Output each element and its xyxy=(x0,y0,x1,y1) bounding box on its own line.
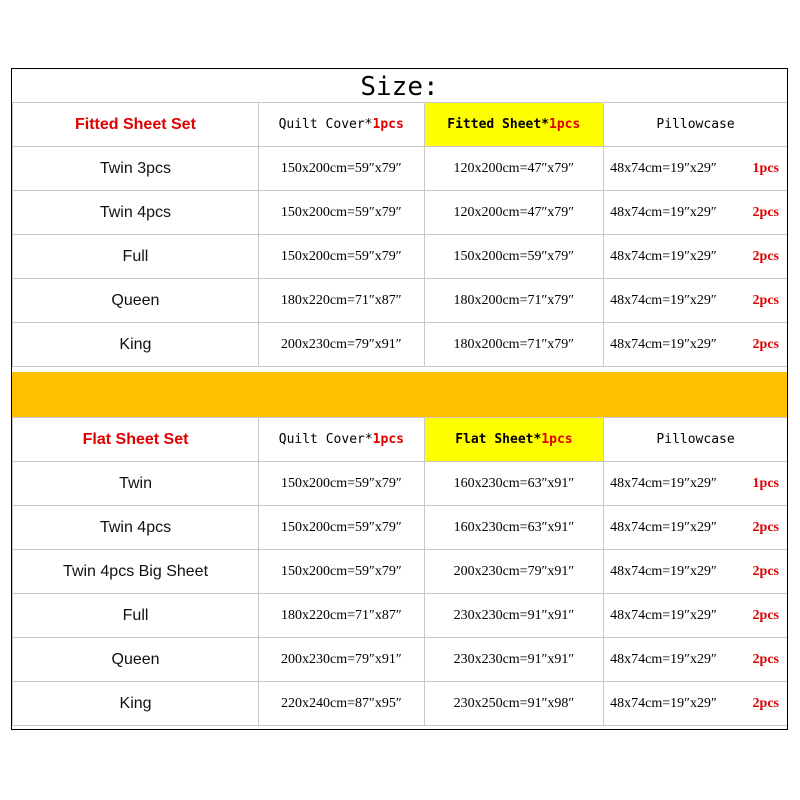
pillowcase-cell xyxy=(604,682,787,726)
quilt-cover-label: Quilt Cover* xyxy=(278,432,373,447)
fitted-sheet-label: Fitted Sheet* xyxy=(447,117,550,132)
size-name: Full xyxy=(13,594,259,638)
size-row xyxy=(13,550,788,594)
pillowcase-size: 48x74cm=19″x29″ xyxy=(610,336,717,352)
size-row xyxy=(13,638,788,682)
quilt-cover-size: 150x200cm=59″x79″ xyxy=(258,235,424,279)
pillowcase-qty: 2pcs xyxy=(752,519,779,535)
pillowcase-size: 48x74cm=19″x29″ xyxy=(610,475,717,491)
size-name: Twin xyxy=(13,462,259,506)
quilt-cover-qty: 1pcs xyxy=(372,117,404,132)
pillowcase-qty: 2pcs xyxy=(752,248,779,264)
size-row xyxy=(13,235,788,279)
size-row xyxy=(13,594,788,638)
section-divider xyxy=(12,372,787,417)
pillowcase-cell xyxy=(604,191,787,235)
size-name: Twin 3pcs xyxy=(13,147,259,191)
fitted-sheet-qty: 1pcs xyxy=(549,117,581,132)
pillowcase-qty: 2pcs xyxy=(752,607,779,623)
pillowcase-size: 48x74cm=19″x29″ xyxy=(610,563,717,579)
size-name: King xyxy=(13,682,259,726)
pillowcase-qty: 1pcs xyxy=(752,160,779,176)
pillowcase-cell xyxy=(604,279,787,323)
sheet-size: 180x200cm=71″x79″ xyxy=(424,323,604,367)
sheet-size: 230x230cm=91″x91″ xyxy=(424,594,603,638)
sheet-size: 150x200cm=59″x79″ xyxy=(424,235,604,279)
size-name: Full xyxy=(13,235,259,279)
size-row xyxy=(13,323,788,367)
pillowcase-qty: 2pcs xyxy=(752,204,779,220)
quilt-cover-size: 200x230cm=79″x91″ xyxy=(259,638,425,682)
size-row xyxy=(13,506,788,550)
pillowcase-size: 48x74cm=19″x29″ xyxy=(610,248,717,264)
size-row xyxy=(13,147,788,191)
pillowcase-size: 48x74cm=19″x29″ xyxy=(610,519,717,535)
size-name: King xyxy=(13,323,259,367)
flat-sheet-header xyxy=(424,418,603,462)
pillowcase-size: 48x74cm=19″x29″ xyxy=(610,292,717,308)
size-name: Queen xyxy=(13,279,259,323)
quilt-cover-size: 180x220cm=71″x87″ xyxy=(259,594,425,638)
fitted-header-row xyxy=(13,103,788,147)
pillowcase-header: Pillowcase xyxy=(604,418,787,462)
pillowcase-cell xyxy=(604,235,787,279)
fitted-sheet-table xyxy=(12,102,787,367)
sheet-size: 160x230cm=63″x91″ xyxy=(424,462,603,506)
chart-title: Size: xyxy=(360,72,439,102)
pillowcase-qty: 2pcs xyxy=(752,336,779,352)
quilt-cover-header xyxy=(258,103,424,147)
size-row xyxy=(13,462,788,506)
flat-set-label: Flat Sheet Set xyxy=(13,418,259,462)
quilt-cover-size: 150x200cm=59″x79″ xyxy=(258,191,424,235)
size-row xyxy=(13,682,788,726)
pillowcase-cell xyxy=(604,147,787,191)
fitted-set-label: Fitted Sheet Set xyxy=(13,103,259,147)
pillowcase-cell xyxy=(604,323,787,367)
pillowcase-qty: 2pcs xyxy=(752,563,779,579)
pillowcase-size: 48x74cm=19″x29″ xyxy=(610,651,717,667)
fitted-sheet-header xyxy=(424,103,604,147)
quilt-cover-size: 200x230cm=79″x91″ xyxy=(258,323,424,367)
pillowcase-header: Pillowcase xyxy=(604,103,787,147)
size-name: Twin 4pcs xyxy=(13,506,259,550)
flat-sheet-qty: 1pcs xyxy=(541,432,573,447)
sheet-size: 120x200cm=47″x79″ xyxy=(424,191,604,235)
sheet-size: 200x230cm=79″x91″ xyxy=(424,550,603,594)
pillowcase-qty: 2pcs xyxy=(752,292,779,308)
quilt-cover-size: 150x200cm=59″x79″ xyxy=(259,550,425,594)
quilt-cover-size: 150x200cm=59″x79″ xyxy=(259,506,425,550)
sheet-size: 230x250cm=91″x98″ xyxy=(424,682,603,726)
pillowcase-size: 48x74cm=19″x29″ xyxy=(610,160,717,176)
pillowcase-cell xyxy=(604,462,787,506)
quilt-cover-size: 220x240cm=87″x95″ xyxy=(259,682,425,726)
pillowcase-size: 48x74cm=19″x29″ xyxy=(610,204,717,220)
sheet-size: 180x200cm=71″x79″ xyxy=(424,279,604,323)
pillowcase-cell xyxy=(604,594,787,638)
pillowcase-size: 48x74cm=19″x29″ xyxy=(610,695,717,711)
sheet-size: 230x230cm=91″x91″ xyxy=(424,638,603,682)
quilt-cover-label: Quilt Cover* xyxy=(278,117,373,132)
size-name: Twin 4pcs xyxy=(13,191,259,235)
quilt-cover-qty: 1pcs xyxy=(372,432,404,447)
pillowcase-qty: 2pcs xyxy=(752,651,779,667)
quilt-cover-size: 150x200cm=59″x79″ xyxy=(258,147,424,191)
size-name: Twin 4pcs Big Sheet xyxy=(13,550,259,594)
quilt-cover-size: 180x220cm=71″x87″ xyxy=(258,279,424,323)
sheet-size: 160x230cm=63″x91″ xyxy=(424,506,603,550)
pillowcase-cell xyxy=(604,550,787,594)
pillowcase-qty: 1pcs xyxy=(752,475,779,491)
flat-header-row xyxy=(13,418,788,462)
flat-sheet-table xyxy=(12,417,787,726)
quilt-cover-header xyxy=(259,418,425,462)
pillowcase-size: 48x74cm=19″x29″ xyxy=(610,607,717,623)
pillowcase-cell xyxy=(604,506,787,550)
sheet-size: 120x200cm=47″x79″ xyxy=(424,147,604,191)
size-chart xyxy=(11,68,788,730)
quilt-cover-size: 150x200cm=59″x79″ xyxy=(259,462,425,506)
pillowcase-cell xyxy=(604,638,787,682)
flat-sheet-label: Flat Sheet* xyxy=(455,432,542,447)
pillowcase-qty: 2pcs xyxy=(752,695,779,711)
size-row xyxy=(13,191,788,235)
size-name: Queen xyxy=(13,638,259,682)
size-row xyxy=(13,279,788,323)
